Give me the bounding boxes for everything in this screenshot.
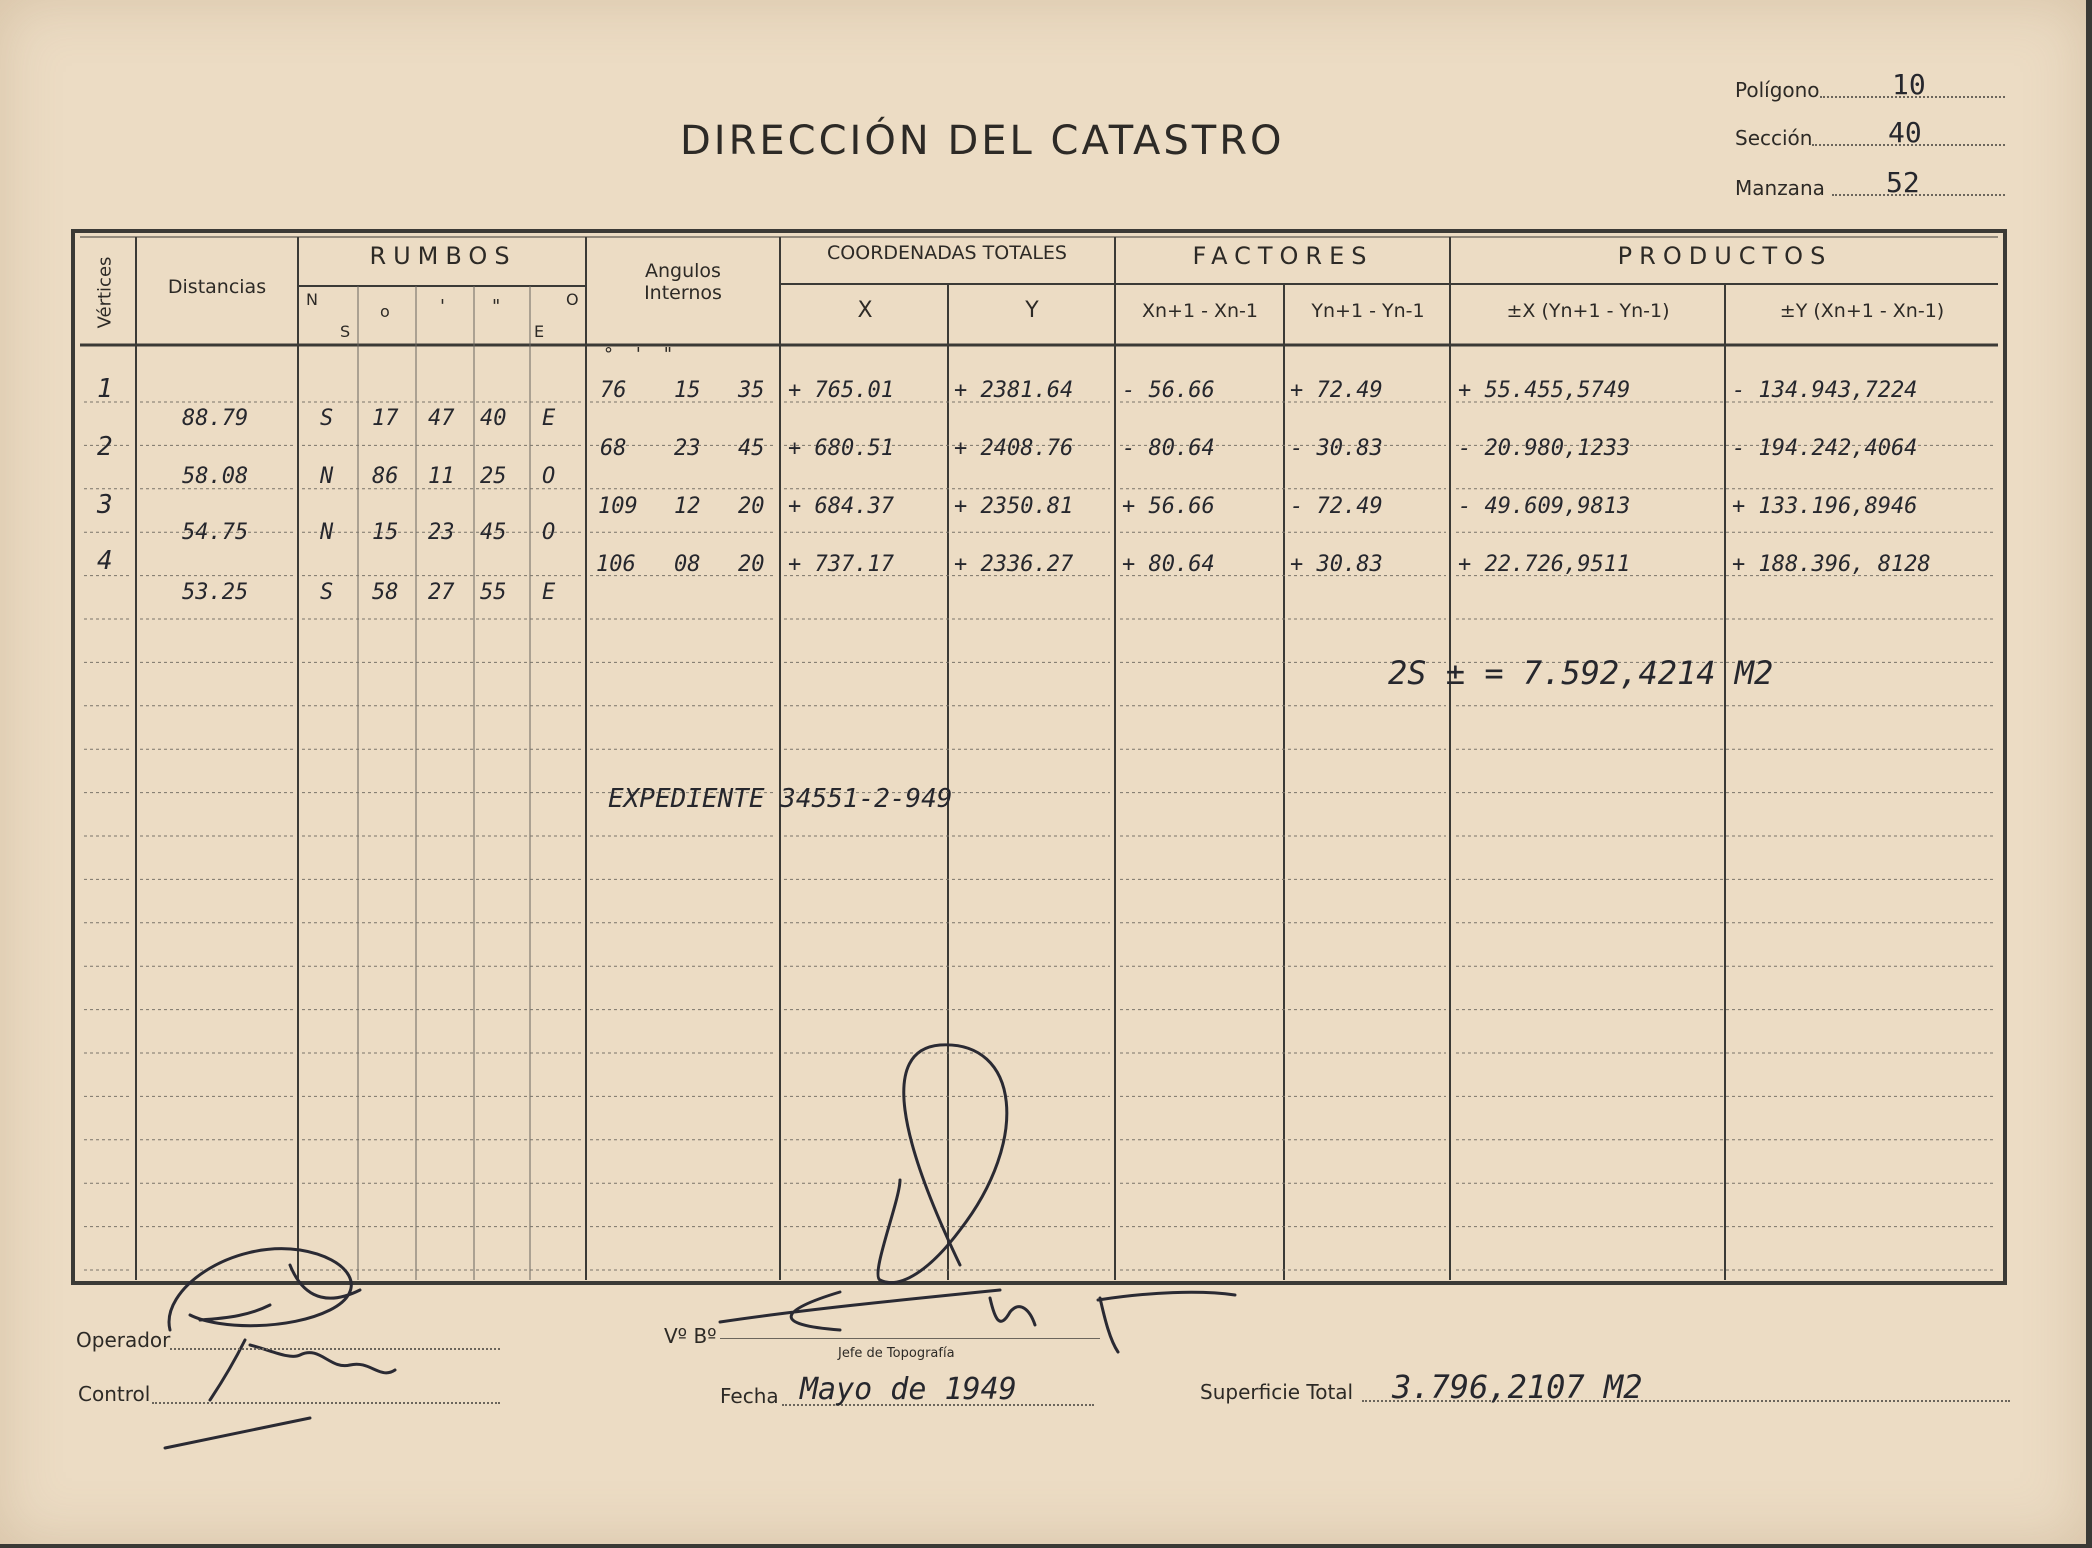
coord-y: + 2350.81 — [954, 494, 1074, 519]
header-rumbo-s: S — [340, 322, 351, 341]
product-y: + 133.196,8946 — [1732, 494, 1918, 519]
area-sum: 2S ± = 7.592,4214 M2 — [1388, 654, 1774, 692]
expediente-number: EXPEDIENTE 34551-2-949 — [608, 784, 953, 814]
angle-min: 23 — [674, 436, 701, 461]
vobo-label: Vº Bº — [664, 1324, 717, 1348]
angle-deg: 106 — [596, 552, 636, 577]
manzana-label: Manzana — [1735, 176, 1825, 200]
leg-sec: 55 — [480, 580, 507, 605]
leg-eo: O — [542, 464, 556, 489]
leg-ns: S — [320, 406, 334, 431]
vertex-number: 4 — [97, 546, 113, 576]
header-rumbos: RUMBOS — [369, 242, 517, 270]
factor-x: - 56.66 — [1122, 378, 1215, 403]
header-coordenadas: COORDENADAS TOTALES — [827, 242, 1067, 264]
factor-y: - 30.83 — [1290, 436, 1383, 461]
operador-line — [170, 1348, 500, 1350]
leg-min: 11 — [428, 464, 455, 489]
angle-deg: 68 — [600, 436, 627, 461]
header-min: ' — [440, 296, 445, 317]
leg-distance: 54.75 — [182, 520, 249, 545]
angle-min: 08 — [674, 552, 701, 577]
coord-x: + 765.01 — [788, 378, 894, 403]
factor-x: + 56.66 — [1122, 494, 1215, 519]
seccion-label: Sección — [1735, 126, 1813, 150]
coord-y: + 2381.64 — [954, 378, 1074, 403]
header-px: ±X (Yn+1 - Yn-1) — [1506, 300, 1670, 322]
leg-ns: N — [320, 520, 334, 545]
angle-min: 15 — [674, 378, 701, 403]
header-fx: Xn+1 - Xn-1 — [1141, 300, 1258, 322]
header-productos: PRODUCTOS — [1617, 242, 1833, 270]
header-vertices-label: Vértices — [94, 256, 116, 329]
manzana-value: 52 — [1886, 166, 1920, 199]
header-sec: " — [492, 296, 501, 317]
leg-eo: O — [542, 520, 556, 545]
angle-sec: 35 — [738, 378, 765, 403]
leg-min: 47 — [428, 406, 455, 431]
factor-x: - 80.64 — [1122, 436, 1215, 461]
header-factores: FACTORES — [1192, 242, 1374, 270]
leg-deg: 86 — [372, 464, 399, 489]
header-rumbo-o: O — [566, 290, 579, 309]
angle-units: ° ' " — [604, 344, 673, 365]
leg-distance: 58.08 — [182, 464, 249, 489]
leg-deg: 17 — [372, 406, 399, 431]
header-distancias: Distancias — [167, 276, 267, 298]
jefe-label: Jefe de Topografía — [838, 1346, 955, 1361]
seccion-value: 40 — [1888, 116, 1922, 149]
fecha-value: Mayo de 1949 — [800, 1372, 1017, 1407]
coord-x: + 680.51 — [788, 436, 894, 461]
leg-sec: 25 — [480, 464, 507, 489]
vobo-line — [720, 1338, 1100, 1339]
product-y: - 194.242,4064 — [1732, 436, 1918, 461]
header-angulos-line2: Internos — [644, 282, 722, 304]
leg-deg: 58 — [372, 580, 399, 605]
operador-label: Operador — [76, 1328, 171, 1352]
factor-y: - 72.49 — [1290, 494, 1383, 519]
leg-distance: 53.25 — [182, 580, 249, 605]
superficie-value: 3.796,2107 M2 — [1392, 1368, 1643, 1406]
coord-x: + 684.37 — [788, 494, 894, 519]
angle-deg: 109 — [598, 494, 638, 519]
header-rumbo-e: E — [534, 322, 545, 341]
header-py: ±Y (Xn+1 - Xn-1) — [1779, 300, 1945, 322]
vertex-number: 1 — [97, 374, 113, 404]
leg-min: 27 — [428, 580, 455, 605]
angle-deg: 76 — [600, 378, 627, 403]
leg-eo: E — [542, 580, 556, 605]
factor-y: + 72.49 — [1290, 378, 1383, 403]
angle-sec: 20 — [738, 552, 765, 577]
factor-y: + 30.83 — [1290, 552, 1383, 577]
product-x: + 55.455,5749 — [1458, 378, 1631, 403]
header-y: Y — [1025, 298, 1039, 323]
header-rumbo-n: N — [306, 290, 318, 309]
header-deg: o — [380, 302, 390, 321]
header-fy: Yn+1 - Yn-1 — [1311, 300, 1425, 322]
superficie-label: Superficie Total — [1200, 1380, 1354, 1404]
control-label: Control — [78, 1382, 151, 1406]
form-title: DIRECCIÓN DEL CATASTRO — [680, 118, 1285, 164]
angle-sec: 20 — [738, 494, 765, 519]
leg-ns: N — [320, 464, 334, 489]
leg-sec: 45 — [480, 520, 507, 545]
poligono-value: 10 — [1892, 68, 1926, 101]
poligono-label: Polígono — [1735, 78, 1820, 102]
leg-eo: E — [542, 406, 556, 431]
control-line — [152, 1402, 500, 1404]
leg-deg: 15 — [372, 520, 399, 545]
coord-y: + 2408.76 — [954, 436, 1074, 461]
leg-min: 23 — [428, 520, 455, 545]
header-x: X — [857, 298, 873, 323]
product-x: + 22.726,9511 — [1458, 552, 1631, 577]
leg-distance: 88.79 — [182, 406, 249, 431]
angle-sec: 45 — [738, 436, 765, 461]
leg-ns: S — [320, 580, 334, 605]
vertex-number: 3 — [97, 490, 113, 520]
fecha-label: Fecha — [720, 1384, 779, 1408]
header-angulos-line1: Angulos — [645, 260, 721, 282]
factor-x: + 80.64 — [1122, 552, 1215, 577]
leg-sec: 40 — [480, 406, 507, 431]
product-y: - 134.943,7224 — [1732, 378, 1918, 403]
product-x: - 49.609,9813 — [1458, 494, 1631, 519]
vertex-number: 2 — [97, 432, 113, 462]
angle-min: 12 — [674, 494, 701, 519]
coord-x: + 737.17 — [788, 552, 894, 577]
product-y: + 188.396, 8128 — [1732, 552, 1931, 577]
product-x: - 20.980,1233 — [1458, 436, 1631, 461]
coord-y: + 2336.27 — [954, 552, 1074, 577]
